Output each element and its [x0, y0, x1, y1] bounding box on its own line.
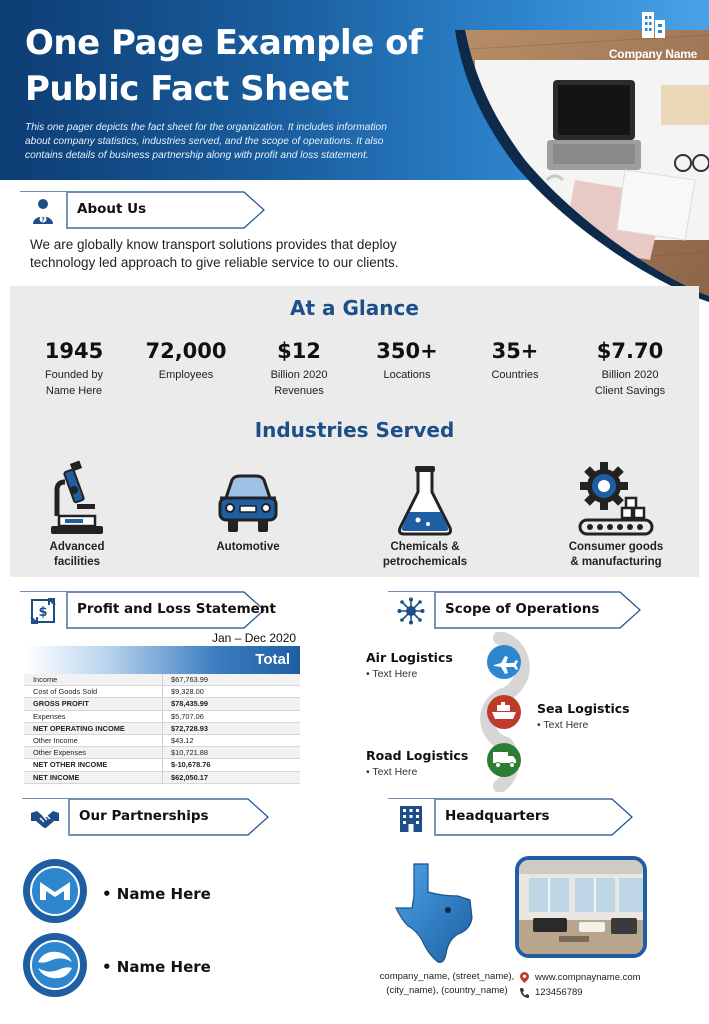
row-value: $72,728.93: [162, 723, 300, 734]
pl-tab: [20, 591, 276, 629]
road-logistics-text: • Text Here: [366, 766, 418, 778]
stat-label: Billion 2020 Client Savings: [594, 369, 666, 397]
stat-client-savings: [571, 336, 689, 399]
pl-rows: [24, 674, 300, 784]
stat-label: Employees: [158, 369, 214, 381]
about-us-tab: [20, 191, 266, 229]
scope-tab: [388, 591, 642, 629]
about-us-label: About Us: [77, 201, 147, 217]
industry-chemicals: [360, 456, 490, 570]
industry-consumer-goods: [551, 456, 681, 570]
row-value: $5,707.06: [162, 711, 300, 722]
row-item: Other Expenses: [33, 748, 86, 758]
stat-revenues: [240, 336, 358, 399]
table-row: [24, 711, 300, 723]
row-item: Other Income: [33, 735, 78, 745]
hq-address: [372, 970, 522, 998]
industry-automotive: [183, 456, 313, 555]
industry-label: Automotive: [216, 541, 280, 553]
network-icon: [397, 597, 425, 625]
partner-name-2: • Name Here: [102, 958, 211, 976]
stat-countries: [456, 336, 574, 383]
row-value: $10,721.88: [162, 747, 300, 758]
headquarters-tab: [388, 798, 634, 836]
company-name: Company Name: [608, 47, 698, 61]
stat-label: Locations: [383, 369, 431, 381]
stat-founded: [15, 336, 133, 399]
handshake-icon: [30, 806, 60, 830]
stat-label: Founded by Name Here: [44, 369, 104, 397]
texas-map-icon: [392, 862, 480, 966]
headquarters-photo: [515, 856, 647, 958]
air-logistics-text: • Text Here: [366, 668, 418, 680]
pl-label: Profit and Loss Statement: [77, 601, 276, 617]
stat-value: $7.70: [596, 339, 664, 363]
hq-address-line2: (city_name), (country_name): [386, 985, 508, 996]
partner-name-1: • Name Here: [102, 885, 211, 903]
pl-period: Jan – Dec 2020: [212, 631, 297, 645]
scope-path-graphic: [470, 632, 540, 792]
industry-label: Chemicals & petrochemicals: [382, 541, 468, 568]
row-value: $9,328.00: [162, 686, 300, 697]
scope-label: Scope of Operations: [445, 601, 600, 617]
user-info-icon: [31, 197, 55, 225]
glance-title: At a Glance: [290, 296, 419, 320]
row-item: Expenses: [33, 711, 66, 721]
stat-value: 35+: [491, 339, 539, 363]
row-value: $78,435.99: [162, 698, 300, 709]
row-value: $62,050.17: [162, 772, 300, 783]
industries-title: Industries Served: [254, 418, 455, 442]
hq-phone: 123456789: [535, 987, 583, 998]
truck-icon: [487, 743, 521, 777]
row-item: Cost of Goods Sold: [33, 687, 98, 697]
partnerships-tab: [22, 798, 270, 836]
office-building-icon: [398, 804, 424, 832]
gear-conveyor-icon: [578, 462, 654, 536]
phone-icon: [520, 988, 529, 998]
stat-label: Countries: [491, 369, 539, 381]
table-row: [24, 759, 300, 771]
road-logistics-title: Road Logistics: [366, 748, 469, 763]
location-pin-icon: [520, 972, 529, 983]
sea-logistics-title: Sea Logistics: [537, 701, 630, 716]
industry-label: Advanced facilities: [49, 541, 105, 568]
table-row: [24, 698, 300, 710]
hq-address-line1: company_name, (street_name),: [379, 971, 515, 982]
row-item: NET OTHER INCOME: [33, 760, 108, 770]
row-item: GROSS PROFIT: [33, 699, 89, 709]
about-text: We are globally know transport solutions provides that deploy technology led approach to give reliable service to our clients.: [30, 237, 399, 270]
desk-photo: [455, 30, 709, 302]
partnerships-label: Our Partnerships: [79, 808, 209, 824]
partner-logo-m: [22, 858, 88, 924]
hq-website: www.compnayname.com: [535, 972, 641, 983]
row-value: $67,763.99: [162, 674, 300, 685]
sea-logistics-text: • Text Here: [537, 719, 589, 731]
partner-logo-s: [22, 932, 88, 998]
industry-label: Consumer goods & manufacturing: [568, 541, 664, 568]
row-item: NET OPERATING INCOME: [33, 723, 125, 733]
stat-employees: [127, 336, 245, 383]
headquarters-label: Headquarters: [445, 808, 550, 824]
flask-icon: [396, 464, 454, 536]
hq-contact: [520, 970, 641, 1000]
car-icon: [216, 470, 280, 536]
stat-value: 72,000: [145, 339, 227, 363]
row-item: NET INCOME: [33, 772, 80, 782]
microscope-icon: [47, 460, 107, 536]
table-row: [24, 772, 300, 784]
table-row: [24, 723, 300, 735]
table-row: [24, 674, 300, 686]
table-row: [24, 747, 300, 759]
hq-website-row: [520, 970, 641, 985]
page-title: One Page Example of Public Fact Sheet: [25, 23, 423, 109]
stat-label: Billion 2020 Revenues: [270, 369, 328, 397]
ship-icon: [487, 695, 521, 729]
airplane-icon: [487, 645, 521, 679]
svg-text:?: ?: [41, 216, 45, 224]
row-value: $43.12: [162, 735, 300, 746]
svg-text:$: $: [38, 605, 48, 620]
stat-locations: [348, 336, 466, 383]
stat-value: 350+: [376, 339, 438, 363]
table-row: [24, 735, 300, 747]
table-row: [24, 686, 300, 698]
air-logistics-title: Air Logistics: [366, 650, 453, 665]
row-item: Income: [33, 675, 58, 684]
building-icon: [637, 8, 669, 40]
money-arrows-icon: [29, 597, 57, 625]
hq-phone-row: [520, 985, 641, 1000]
stat-value: $12: [277, 339, 321, 363]
row-value: $-10,678.76: [162, 759, 300, 770]
page-description: This one pager depicts the fact sheet for the organization. It includes information about company statistics, industries served, and the scope of operations. It also contains details of business partnership along with profit and loss statement.: [25, 122, 387, 161]
industry-advanced-facilities: [12, 456, 142, 570]
pl-header: Total: [24, 646, 300, 674]
stat-value: 1945: [44, 339, 104, 363]
company-logo: [597, 8, 709, 60]
pl-table: [24, 646, 300, 784]
